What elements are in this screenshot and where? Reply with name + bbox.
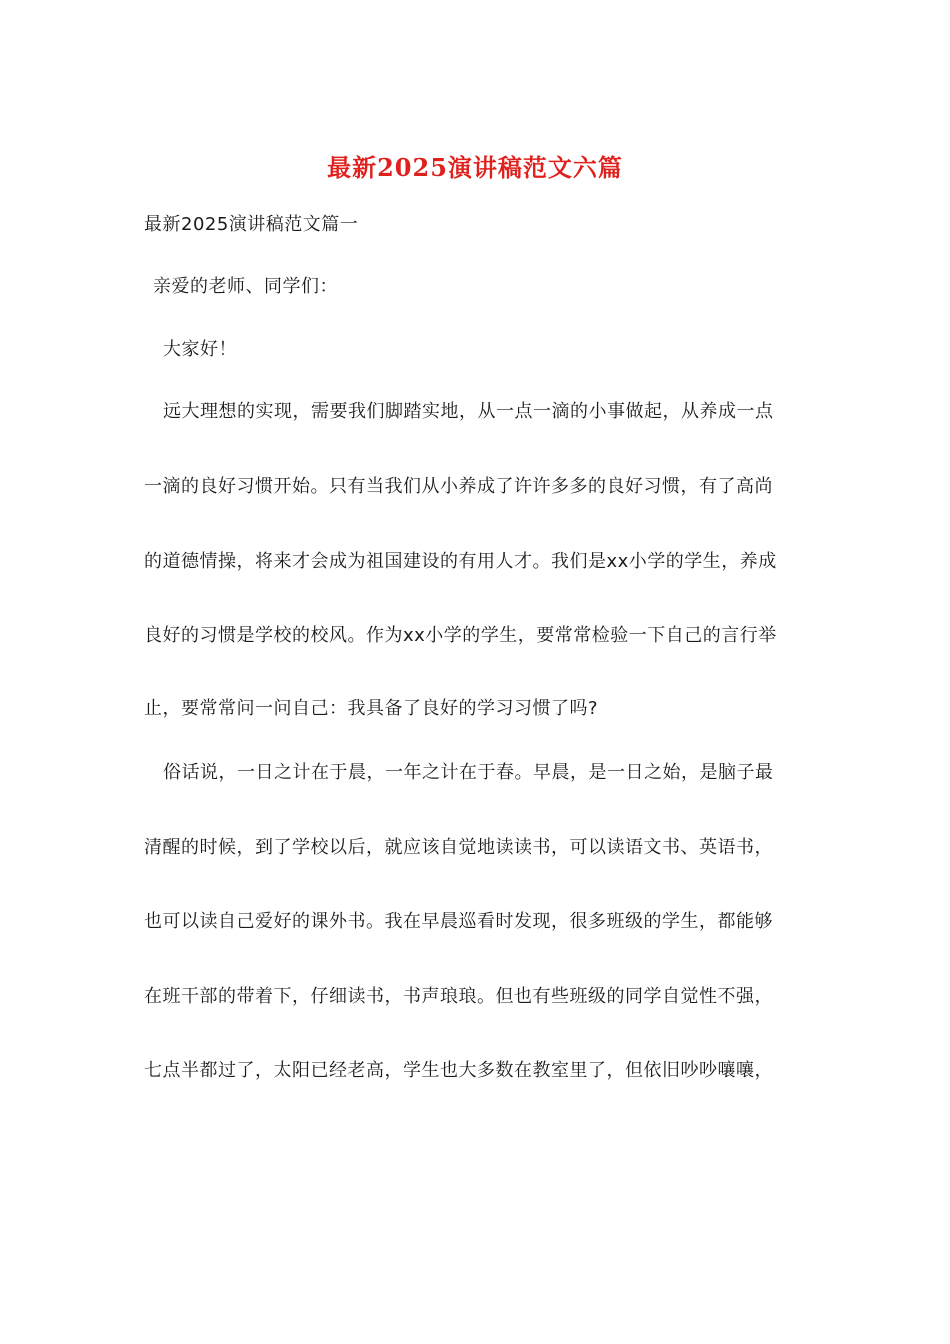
paragraph1-line: 远大理想的实现，需要我们脚踏实地，从一点一滴的小事做起，从养成一点 (163, 401, 774, 422)
paragraph1-line: 的道德情操，将来才会成为祖国建设的有用人才。我们是xx小学的学生，养成 (144, 551, 777, 572)
salutation: 亲爱的老师、同学们： (153, 276, 338, 297)
paragraph2-line: 俗话说，一日之计在于晨，一年之计在于春。早晨，是一日之始，是脑子最 (163, 762, 774, 783)
paragraph2-line: 清醒的时候，到了学校以后，就应该自觉地读读书，可以读语文书、英语书， (144, 837, 773, 858)
paragraph1-line: 一滴的良好习惯开始。只有当我们从小养成了许许多多的良好习惯，有了高尚 (144, 476, 773, 497)
greeting: 大家好！ (163, 339, 237, 360)
paragraph2-line: 七点半都过了，太阳已经老高，学生也大多数在教室里了，但依旧吵吵嚷嚷， (144, 1060, 773, 1081)
document-title: 最新2025演讲稿范文六篇 (327, 153, 623, 182)
section-heading: 最新2025演讲稿范文篇一 (144, 214, 359, 235)
paragraph1-line: 止，要常常问一问自己：我具备了良好的学习习惯了吗? (144, 698, 599, 719)
paragraph2-line: 在班干部的带着下，仔细读书，书声琅琅。但也有些班级的同学自觉性不强， (144, 986, 773, 1007)
paragraph2-line: 也可以读自己爱好的课外书。我在早晨巡看时发现，很多班级的学生，都能够 (144, 911, 773, 932)
paragraph1-line: 良好的习惯是学校的校风。作为xx小学的学生，要常常检验一下自己的言行举 (144, 625, 777, 646)
